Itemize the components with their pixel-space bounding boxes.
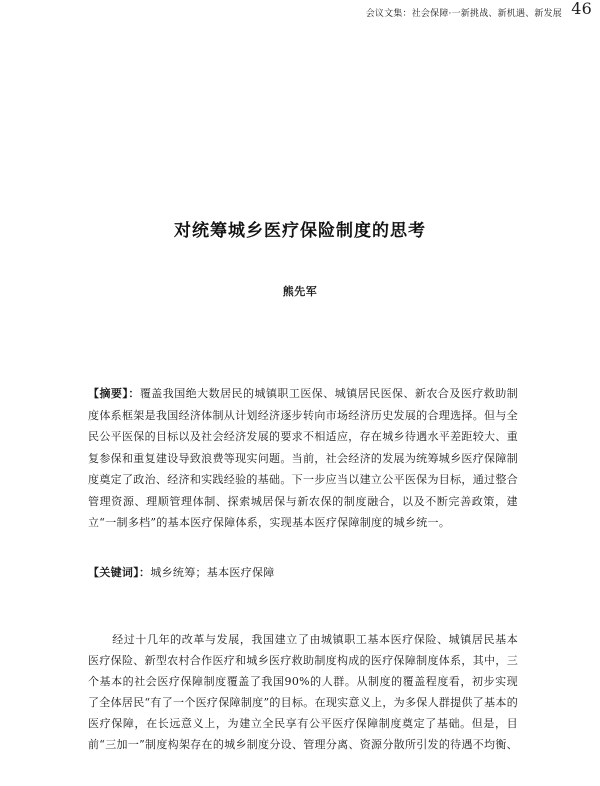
keywords-label: 【关键词】： [88,566,151,579]
page-number: 46 [571,0,592,18]
running-title: 会议文集：社会保障·一新挑战、新机遇、新发展 [365,8,562,19]
author-name: 熊先军 [282,285,318,298]
keywords-text: 城乡统筹；基本医疗保障 [150,566,275,579]
abstract-text: 覆盖我国绝大数居民的城镇职工医保、城镇居民医保、新农合及医疗救助制度体系框架是我国经济体制从计划经济逐步转向市场经济历史发展的合理选择。但与全民公平医保的目标以及社会经济发展的要求不相适应，存在城乡待遇水平差距较大、重复参保和重复建设导致浪费等现实问题。当前，社会经济的发展为统筹城乡医疗保障制度奠定了政治、经济和实践经验的基础。下一步应当以建立公平医保为目标，通过整合管理资源、理顺管理体制、探索城居保与新农保的制度融合，以及不断完善政策，建立“一制多档”的基本医疗保障体系，实现基本医疗保障制度的城乡统一。 [88,387,518,529]
abstract-label: 【摘要】： [88,387,140,400]
body-paragraph: 经过十几年的改革与发展，我国建立了由城镇职工基本医疗保险、城镇居民基本医疗保险、新型农村合作医疗和城乡医疗救助制度构成的医疗保障制度体系，其中，三个基本的社会医疗保障制度覆盖了我国90%的人群。从制度的覆盖程度看，初步实现了全体居民“有了一个医疗保障制度”的目标。在现实意义上，为多保人群提供了基本的医疗保障，在长远意义上，为建立全民享有公平医疗保障制度奠定了基础。但是，目前“三加一”制度构架存在的城乡制度分设、管理分离、资源分散所引发的待遇不均衡、 [88,633,518,751]
abstract [88,383,518,534]
running-header [365,0,592,24]
keywords [88,563,518,583]
article-title: 对统筹城乡医疗保险制度的思考 [174,221,426,241]
